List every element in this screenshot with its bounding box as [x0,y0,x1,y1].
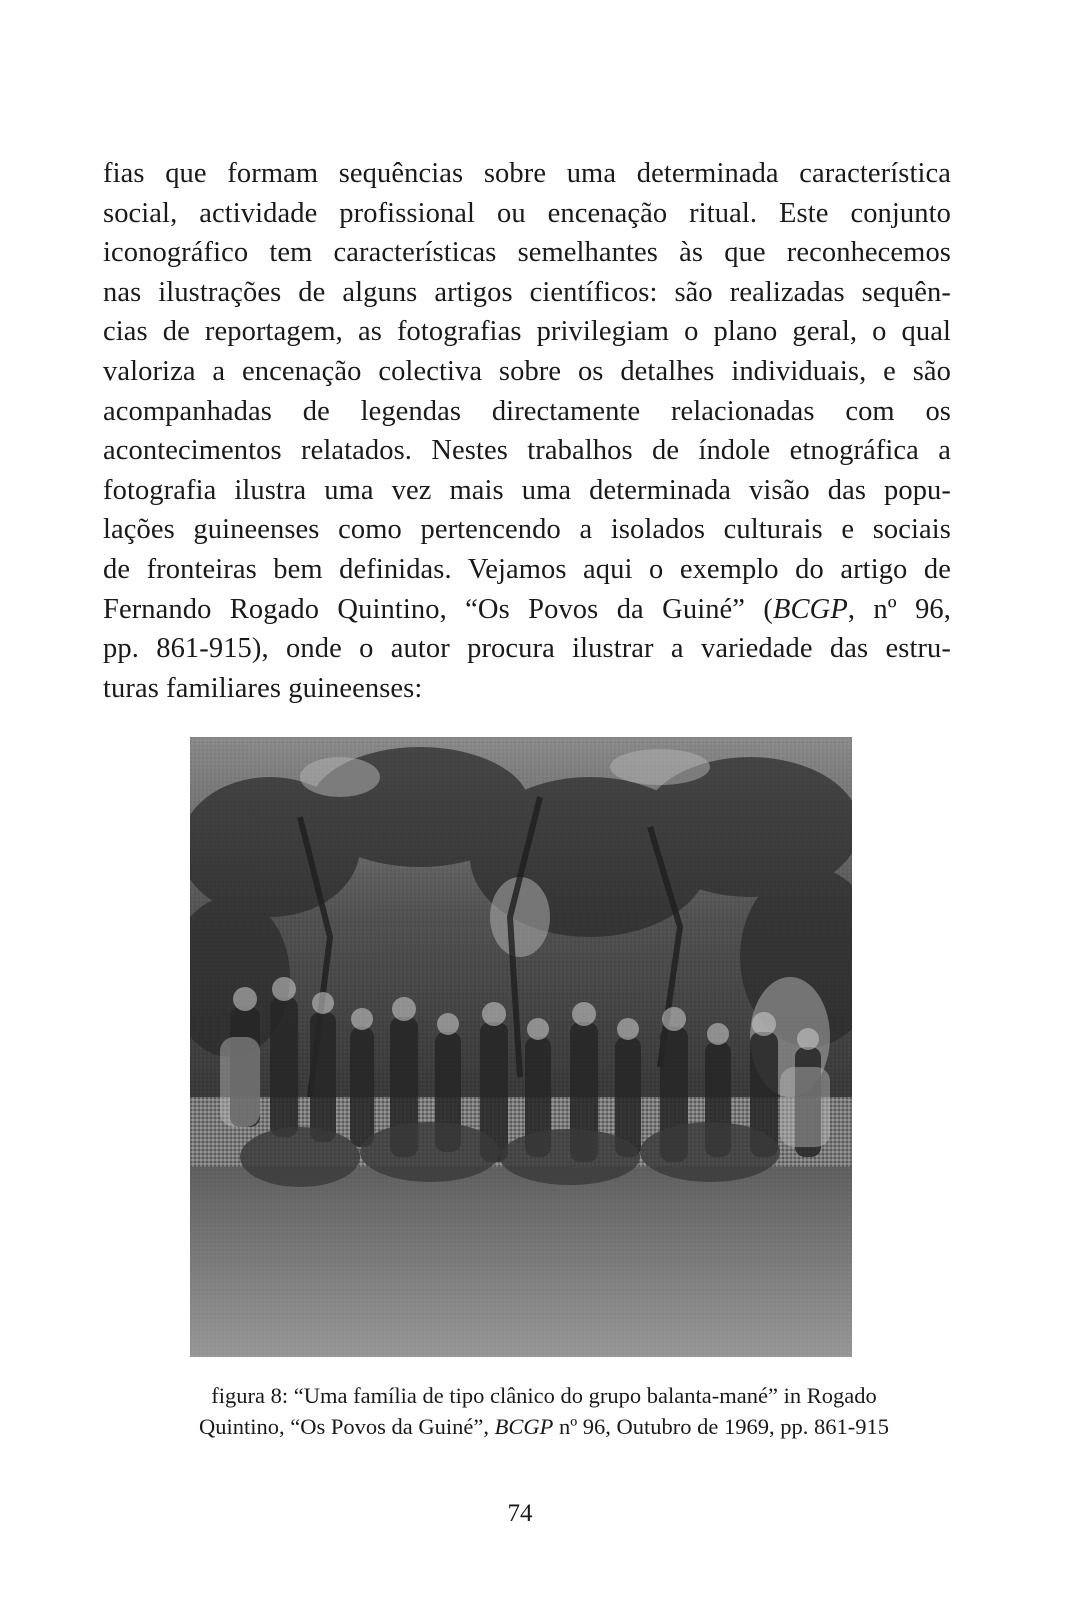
text-line: nas ilustrações de alguns artigos científicos: são realizadas sequên- [103,276,951,308]
italic-abbreviation: BCGP [494,1414,554,1439]
caption-line [110,1411,978,1442]
text-line: valoriza a encenação colectiva sobre os detalhes individuais, e são [103,355,951,387]
figure-caption [110,1380,978,1442]
caption-segment: nº 96, Outubro de 1969, pp. 861-915 [553,1414,890,1439]
text-line: de fronteiras bem definidas. Vejamos aqui o exemplo do artigo de [103,553,951,585]
text-line: pp. 861-915), onde o autor procura ilustrar a variedade das estru- [103,633,951,665]
photograph-image [190,737,852,1357]
body-paragraph [103,154,951,708]
text-segment: Fernando Rogado Quintino, “Os Povos da Guiné” ( [103,593,774,625]
caption-line: figura 8: “Uma família de tipo clânico do grupo balanta-mané” in Rogado [211,1383,877,1408]
text-line: acompanhadas de legendas directamente relacionadas com os [103,395,951,427]
caption-segment: Quintino, “Os Povos da Guiné”, [198,1414,495,1439]
photograph-figure [190,737,852,1357]
text-line: fotografia ilustra uma vez mais uma determinada visão das popu- [103,474,951,506]
text-line [103,590,951,630]
italic-abbreviation: BCGP [773,593,848,625]
text-line: lações guineenses como pertencendo a isolados culturais e sociais [103,514,951,546]
text-line: fias que formam sequências sobre uma determinada característica [103,158,951,189]
page-number: 74 [507,1500,533,1527]
text-line: iconográfico tem características semelhantes às que reconhecemos [103,237,951,269]
text-segment: , nº 96, [847,593,951,625]
text-line: turas familiares guineenses: [103,672,423,704]
text-line: cias de reportagem, as fotografias privilegiam o plano geral, o qual [103,316,951,348]
text-line: acontecimentos relatados. Nestes trabalhos de índole etnográfica a [103,435,951,467]
text-line: social, actividade profissional ou encenação ritual. Este conjunto [103,197,951,229]
